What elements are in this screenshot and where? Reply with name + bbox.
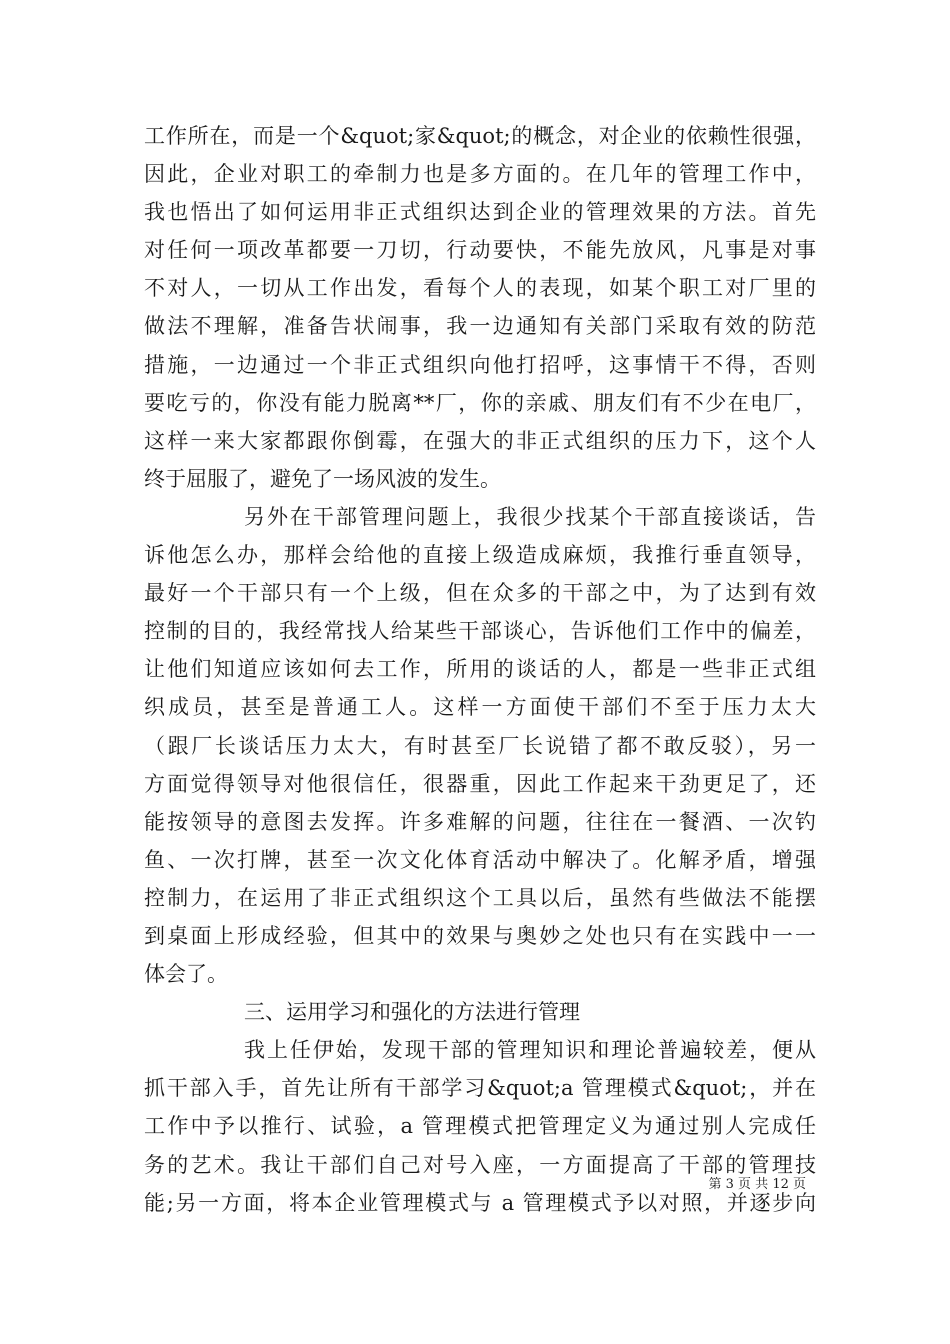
text-line: 我也悟出了如何运用非正式组织达到企业的管理效果的方法。首先: [144, 200, 816, 225]
text-line: 措施，一边通过一个非正式组织向他打招呼，这事情干不得，否则: [144, 352, 816, 377]
text-line: 工作中予以推行、试验，a 管理模式把管理定义为通过别人完成任: [144, 1114, 816, 1139]
text-line: 要吃亏的，你没有能力脱离**厂，你的亲戚、朋友们有不少在电厂，: [144, 390, 816, 415]
text-line: 工作所在，而是一个&quot;家&quot;的概念，对企业的依赖性很强，: [144, 124, 816, 148]
text-line: 因此，企业对职工的牵制力也是多方面的。在几年的管理工作中，: [144, 162, 816, 187]
text-line: 织成员，甚至是普通工人。这样一方面使干部们不至于压力太大: [144, 695, 816, 720]
text-line: 方面觉得领导对他很信任，很器重，因此工作起来干劲更足了，还: [144, 771, 816, 796]
text-line: 让他们知道应该如何去工作，所用的谈话的人，都是一些非正式组: [144, 657, 816, 682]
text-line: 控制力，在运用了非正式组织这个工具以后，虽然有些做法不能摆: [144, 885, 816, 910]
text-line: 能按领导的意图去发挥。许多难解的问题，往往在一餐酒、一次钓: [144, 809, 816, 834]
text-line: 终于屈服了，避免了一场风波的发生。: [144, 466, 501, 491]
text-line: 体会了。: [144, 962, 228, 987]
body-text: [144, 117, 816, 1222]
text-line: 能;另一方面，将本企业管理模式与 a 管理模式予以对照，并逐步向: [144, 1190, 816, 1215]
text-line: 对任何一项改革都要一刀切，行动要快，不能先放风，凡事是对事: [144, 238, 816, 263]
text-line: 这样一来大家都跟你倒霉，在强大的非正式组织的压力下，这个人: [144, 428, 816, 453]
text-line: 抓干部入手，首先让所有干部学习&quot;a 管理模式&quot;，并在: [144, 1076, 816, 1101]
text-line: 到桌面上形成经验，但其中的效果与奥妙之处也只有在实践中一一: [144, 923, 816, 948]
text-line: 做法不理解，准备告状闹事，我一边通知有关部门采取有效的防范: [144, 314, 816, 339]
text-line: 最好一个干部只有一个上级，但在众多的干部之中，为了达到有效: [144, 581, 816, 606]
text-line: 务的艺术。我让干部们自己对号入座，一方面提高了干部的管理技: [144, 1152, 816, 1177]
paragraph-start-line: 另外在干部管理问题上，我很少找某个干部直接谈话，告: [244, 504, 816, 529]
text-line: 鱼、一次打牌，甚至一次文化体育活动中解决了。化解矛盾，增强: [144, 847, 816, 872]
text-line: 不对人，一切从工作出发，看每个人的表现，如某个职工对厂里的: [144, 276, 816, 301]
text-line: （跟厂长谈话压力太大，有时甚至厂长说错了都不敢反驳），另一: [144, 733, 816, 758]
text-line: 控制的目的，我经常找人给某些干部谈心，告诉他们工作中的偏差，: [144, 619, 816, 644]
text-line: 诉他怎么办，那样会给他的直接上级造成麻烦，我推行垂直领导，: [144, 543, 816, 568]
paragraph-start-line: 我上任伊始，发现干部的管理知识和理论普遍较差，便从: [244, 1038, 816, 1063]
section-heading: 三、运用学习和强化的方法进行管理: [244, 1000, 580, 1025]
page-number-footer: 第 3 页 共 12 页: [708, 1177, 806, 1192]
